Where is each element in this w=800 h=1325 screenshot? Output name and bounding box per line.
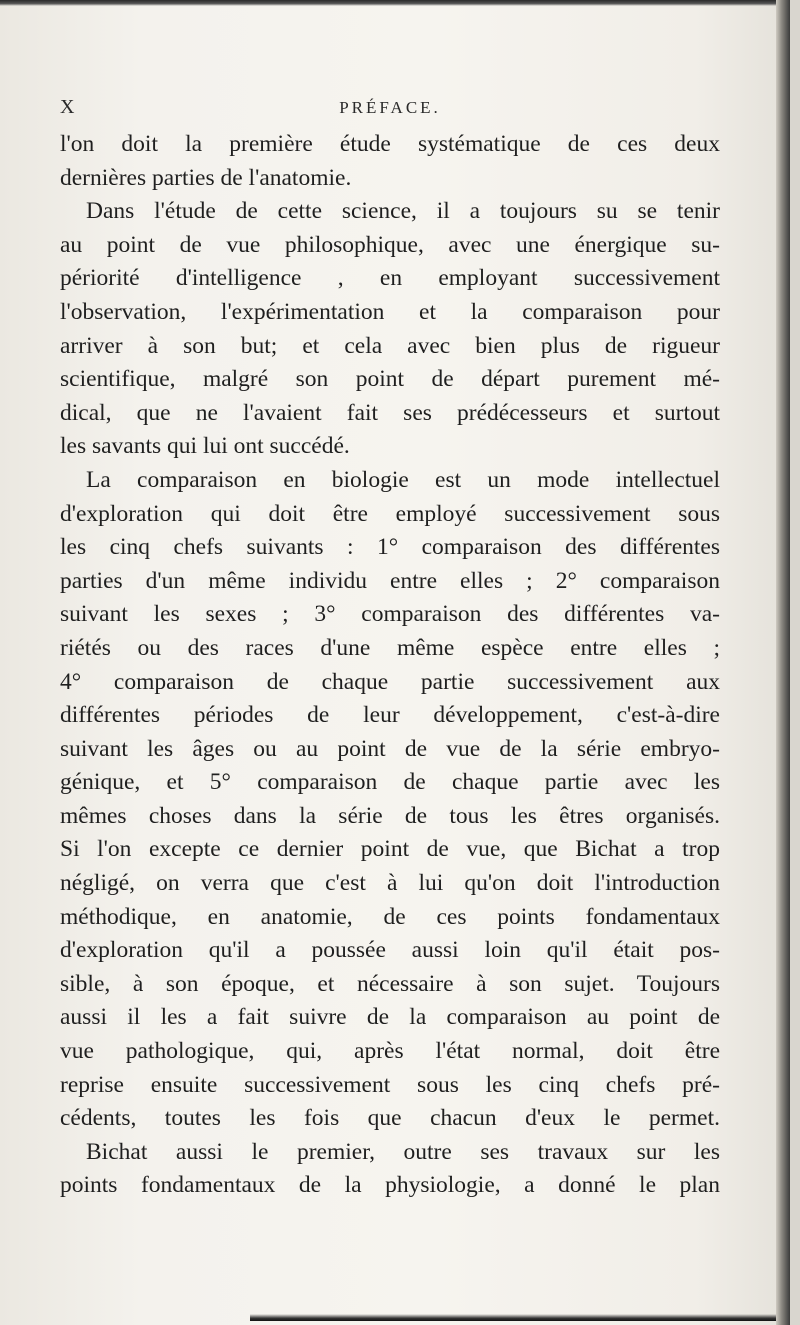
body-text [60, 128, 720, 1203]
text-line: arriver à son but; et cela avec bien plus de rigueur [60, 332, 720, 359]
text-line: 4° comparaison de chaque partie successivement aux [60, 668, 720, 695]
text-line: différentes périodes de leur développement, c'est-à-dire [60, 702, 720, 729]
top-scan-edge [0, 0, 790, 6]
text-line: d'exploration qui doit être employé successivement sous [60, 500, 720, 527]
text-line: les cinq chefs suivants : 1° comparaison des différentes [60, 534, 720, 561]
page-binding-edge [776, 0, 790, 1325]
text-line: scientifique, malgré son point de départ purement mé- [60, 366, 720, 393]
text-line: aussi il les a fait suivre de la comparaison au point de [60, 1004, 720, 1031]
text-line: cédents, toutes les fois que chacun d'eux le permet. [60, 1105, 720, 1132]
text-line: riétés ou des races d'une même espèce entre elles ; [60, 634, 720, 661]
text-line: suivant les sexes ; 3° comparaison des différentes va- [60, 601, 720, 628]
text-line: les savants qui lui ont succédé. [60, 433, 350, 460]
running-head-title: PRÉFACE. [339, 98, 441, 117]
text-line: sible, à son époque, et nécessaire à son sujet. Toujours [60, 970, 720, 997]
text-line: vue pathologique, qui, après l'état normal, doit être [60, 1038, 720, 1065]
text-line: Dans l'étude de cette science, il a toujours su se tenir [86, 198, 720, 225]
text-line: au point de vue philosophique, avec une énergique su- [60, 231, 720, 258]
text-line: La comparaison en biologie est un mode intellectuel [86, 466, 720, 493]
text-line: méthodique, en anatomie, de ces points fondamentaux [60, 903, 720, 930]
text-line: parties d'un même individu entre elles ; 2° comparaison [60, 567, 720, 594]
text-line: l'on doit la première étude systématique de ces deux [60, 131, 720, 157]
running-head [60, 96, 720, 126]
text-line: d'exploration qu'il a poussée aussi loin qu'il était pos- [60, 937, 720, 964]
text-line: suivant les âges ou au point de vue de la série embryo- [60, 735, 720, 762]
text-line: négligé, on verra que c'est à lui qu'on doit l'introduction [60, 870, 720, 897]
text-line: dernières parties de l'anatomie. [60, 164, 352, 191]
text-line: points fondamentaux de la physiologie, a donné le plan [60, 1172, 720, 1199]
text-line: Si l'on excepte ce dernier point de vue, que Bichat a trop [60, 836, 720, 863]
text-line: reprise ensuite successivement sous les cinq chefs pré- [60, 1071, 720, 1098]
text-line: mêmes choses dans la série de tous les êtres organisés. [60, 802, 720, 829]
text-line: l'observation, l'expérimentation et la comparaison pour [60, 298, 720, 325]
text-line: dical, que ne l'avaient fait ses prédécesseurs et surtout [60, 399, 720, 426]
bottom-scan-edge [250, 1314, 790, 1321]
text-line: périorité d'intelligence , en employant successivement [60, 265, 720, 292]
page-number: X [60, 96, 76, 118]
text-line: Bichat aussi le premier, outre ses travaux sur les [86, 1138, 720, 1165]
text-line: génique, et 5° comparaison de chaque partie avec les [60, 769, 720, 796]
